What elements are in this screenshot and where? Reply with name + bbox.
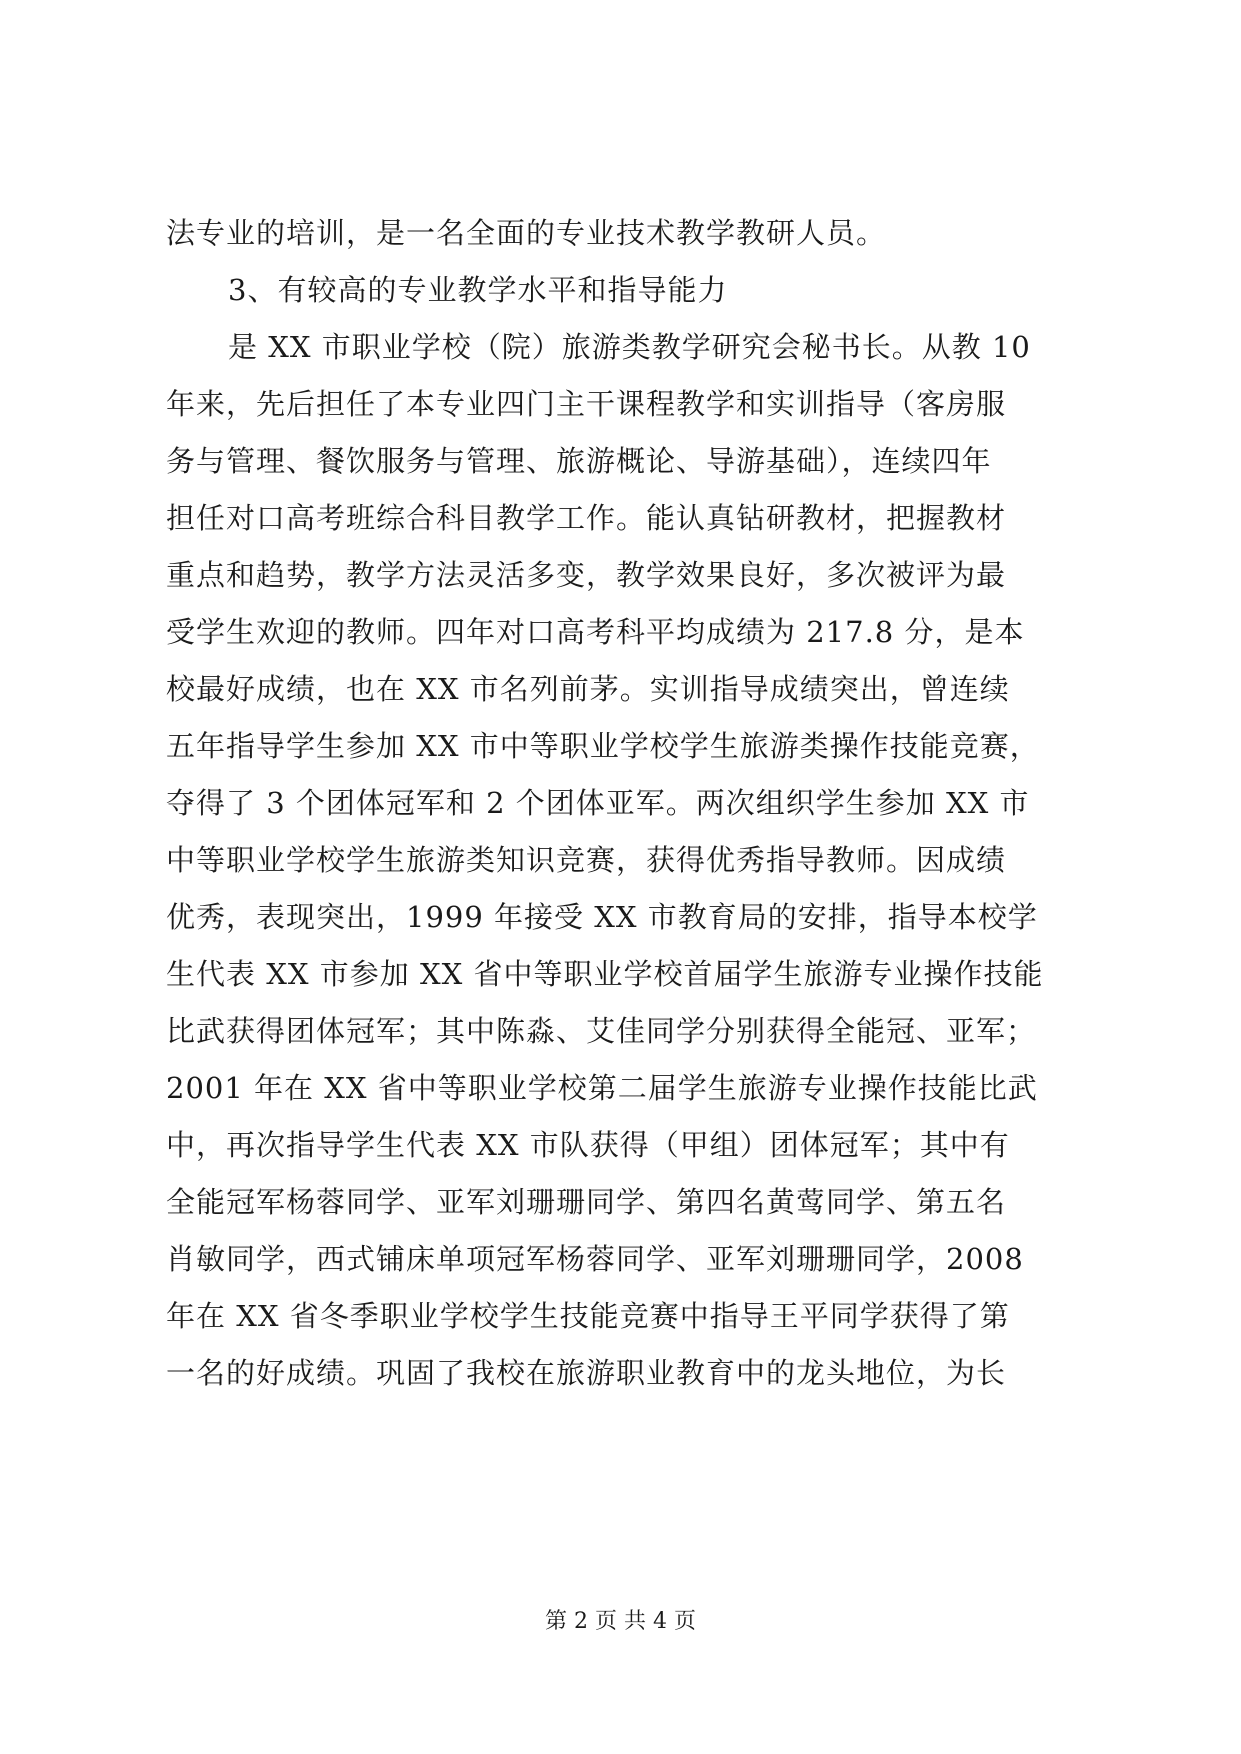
body-line-15: 比武获得团体冠军；其中陈淼、艾佳同学分别获得全能冠、亚军； (166, 1014, 1037, 1048)
body-line-4: 年来，先后担任了本专业四门主干课程教学和实训指导（客房服 (166, 387, 1007, 421)
body-line-9: 校最好成绩，也在 XX 市名列前茅。实训指导成绩突出，曾连续 (166, 672, 1010, 706)
page-number-footer: 第 2 页 共 4 页 (545, 1609, 696, 1634)
body-line-5: 务与管理、餐饮服务与管理、旅游概论、导游基础），连续四年 (166, 444, 992, 478)
body-line-10: 五年指导学生参加 XX 市中等职业学校学生旅游类操作技能竞赛， (166, 729, 1040, 763)
body-line-19: 肖敏同学，西式铺床单项冠军杨蓉同学、亚军刘珊珊同学，2008 (166, 1242, 1024, 1276)
body-line-12: 中等职业学校学生旅游类知识竞赛，获得优秀指导教师。因成绩 (166, 843, 1007, 877)
body-line-1: 法专业的培训，是一名全面的专业技术教学教研人员。 (166, 216, 887, 250)
body-line-11: 夺得了 3 个团体冠军和 2 个团体亚军。两次组织学生参加 XX 市 (166, 786, 1030, 820)
body-line-13: 优秀，表现突出，1999 年接受 XX 市教育局的安排，指导本校学 (166, 900, 1038, 934)
body-line-6: 担任对口高考班综合科目教学工作。能认真钻研教材，把握教材 (166, 501, 1007, 535)
body-line-8: 受学生欢迎的教师。四年对口高考科平均成绩为 217.8 分，是本 (166, 615, 1025, 649)
body-line-3: 是 XX 市职业学校（院）旅游类教学研究会秘书长。从教 10 (228, 330, 1031, 364)
body-line-7: 重点和趋势，教学方法灵活多变，教学效果良好，多次被评为最 (166, 558, 1007, 592)
body-line-14: 生代表 XX 市参加 XX 省中等职业学校首届学生旅游专业操作技能 (166, 957, 1044, 991)
body-line-20: 年在 XX 省冬季职业学校学生技能竞赛中指导王平同学获得了第 (166, 1299, 1010, 1333)
body-line-16: 2001 年在 XX 省中等职业学校第二届学生旅游专业操作技能比武 (166, 1071, 1038, 1105)
body-line-18: 全能冠军杨蓉同学、亚军刘珊珊同学、第四名黄莺同学、第五名 (166, 1185, 1007, 1219)
body-line-21: 一名的好成绩。巩固了我校在旅游职业教育中的龙头地位，为长 (166, 1356, 1007, 1390)
body-line-17: 中，再次指导学生代表 XX 市队获得（甲组）团体冠军；其中有 (166, 1128, 1010, 1162)
section-heading: 3、有较高的专业教学水平和指导能力 (228, 273, 728, 307)
